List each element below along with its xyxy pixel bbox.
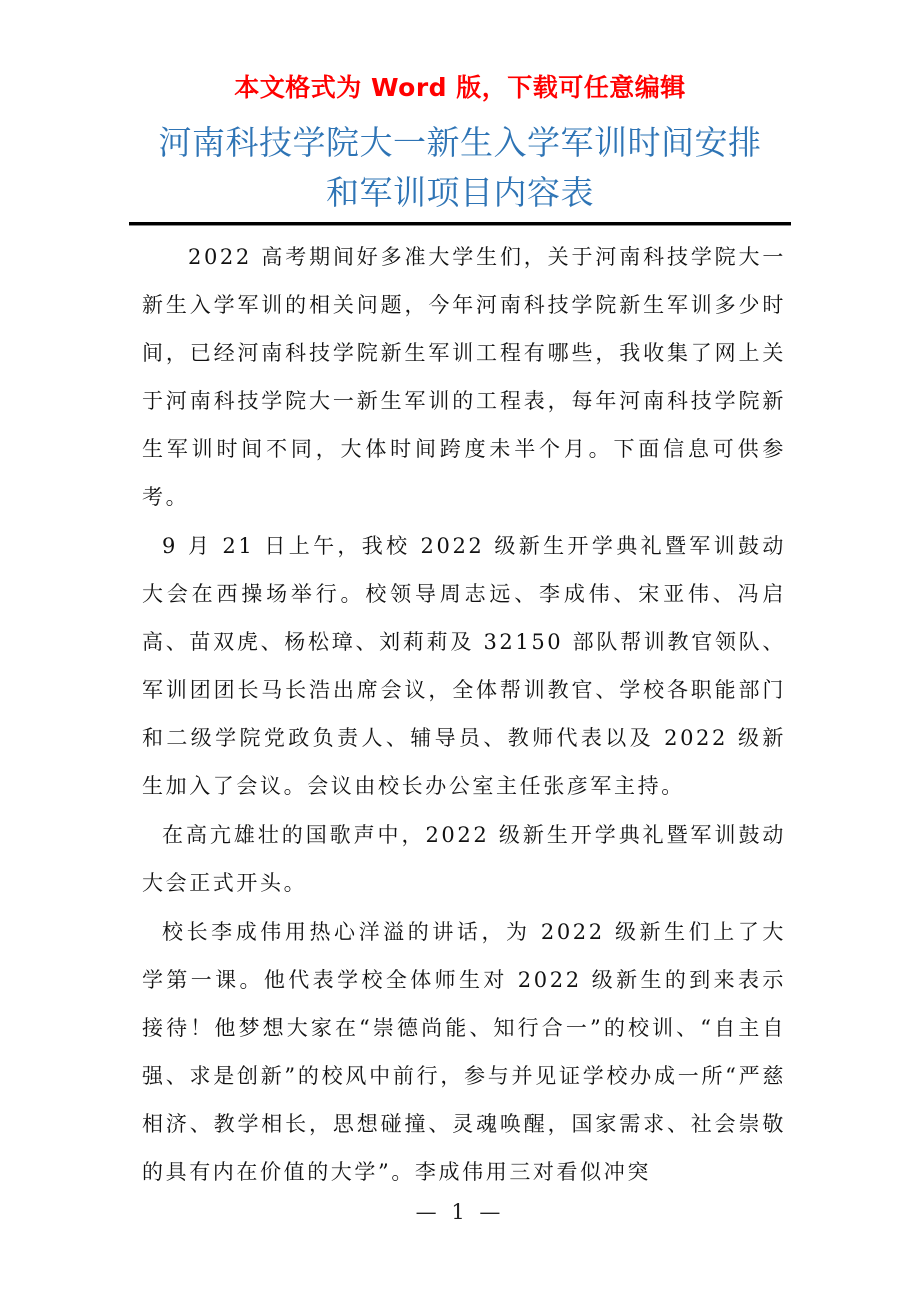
- document-title: [0, 118, 920, 218]
- editable-format-notice: 本文格式为 Word 版，下载可任意编辑: [234, 73, 686, 102]
- paragraph-opening-ceremony: 9 月 21 日上午，我校 2022 级新生开学典礼暨军训鼓动大会在西操场举行。校领导周志远、李成伟、宋亚伟、冯启高、苗双虎、杨松璋、刘莉莉及 32150 部队帮训教官领队、军训团团长马长浩出席会议，全体帮训教官、学校各职能部门和二级学院党政负责人、辅导员、教师代表以及 2022 级新生加入了会议。会议由校长办公室主任张彦军主持。: [142, 534, 786, 798]
- paragraph-intro: 2022 高考期间好多准大学生们，关于河南科技学院大一新生入学军训的相关问题，今年河南科技学院新生军训多少时间，已经河南科技学院新生军训工程有哪些，我收集了网上关于河南科技学院大一新生军训的工程表，每年河南科技学院新生军训时间不同，大体时间跨度未半个月。下面信息可供参考。: [142, 245, 786, 509]
- title-line-2: 和军训项目内容表: [326, 173, 594, 212]
- paragraph-anthem: 在高亢雄壮的国歌声中，2022 级新生开学典礼暨军训鼓动大会正式开头。: [142, 823, 786, 895]
- document-body: [142, 233, 786, 1197]
- paragraph-president-speech: 校长李成伟用热心洋溢的讲话，为 2022 级新生们上了大学第一课。他代表学校全体师生对 2022 级新生的到来表示接待！他梦想大家在“崇德尚能、知行合一”的校训、“自主自强、求是创新”的校风中前行，参与并见证学校办成一所“严慈相济、教学相长，思想碰撞、灵魂唤醒，国家需求、社会崇敬的具有内在价值的大学”。李成伟用三对看似冲突: [142, 920, 786, 1184]
- page-number: — 1 —: [415, 1200, 505, 1224]
- title-divider-rule: [129, 222, 791, 225]
- title-line-1: 河南科技学院大一新生入学军训时间安排: [158, 123, 762, 162]
